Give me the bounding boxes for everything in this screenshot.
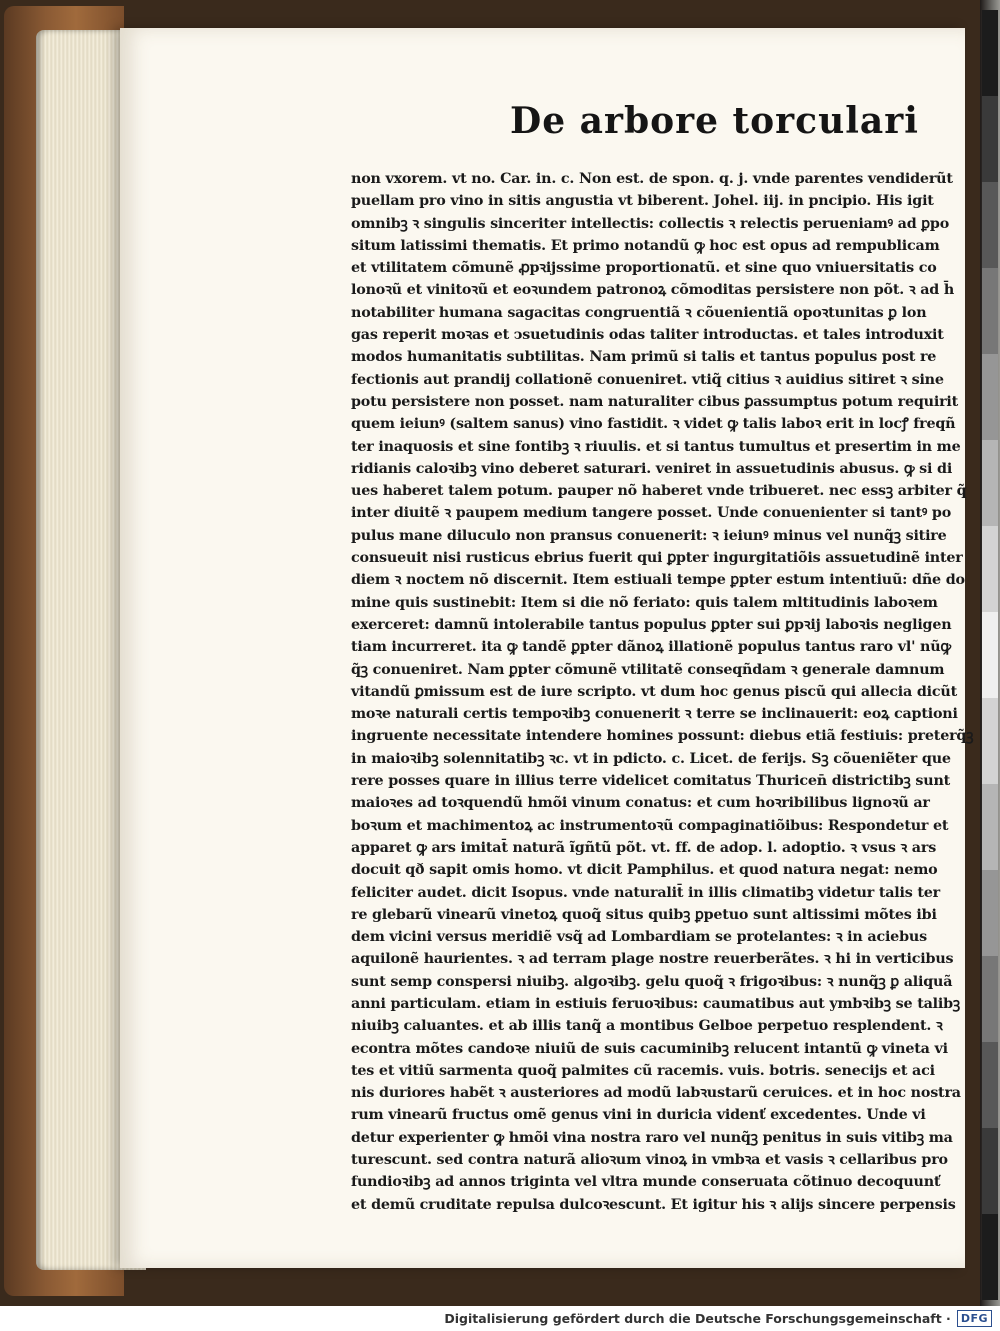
- page-text-block: [351, 168, 974, 1213]
- color-scale-bar: [982, 10, 998, 1300]
- funding-credit: Digitalisierung gefördert durch die Deutsche Forschungsgemeinschaft ·: [444, 1311, 951, 1326]
- text-line: ter inaquosis et sine fontibꝫ ꝛ riuulis. et si tantus tumultus et presertim in me: [351, 438, 961, 455]
- text-line: quem ieiunꝰ (saltem sanus) vino fastidit. ꝛ videt ꝙ talis laboꝛ erit in locꝭ freqñ: [351, 416, 956, 433]
- text-line: vitandũ ꝑmissum est de iure scripto. vt dum hoc genus piscũ qui allecia dicũt: [351, 683, 957, 700]
- text-line: dem vicini versus meridiẽ vsq̃ ad Lombardiam se protelantes: ꝛ in aciebus: [351, 929, 927, 946]
- text-line: consueuit nisi rusticus ebrius fuerit qui ꝑpter ingurgitatiõis assuetudinẽ inter: [351, 550, 963, 567]
- text-line: fectionis aut prandij collationẽ conueniret. vtiq̃ citius ꝛ auidius sitiret ꝛ sine: [351, 371, 944, 388]
- text-line: anni particulam. etiam in estiuis feruoꝛibus: caumatibus aut ymbꝛibꝫ se talibꝫ: [351, 995, 961, 1012]
- text-line: notabiliter humana sagacitas congruentiã ꝛ cõuenientiã opoꝛtunitas ꝑ lon: [351, 304, 927, 321]
- text-line: ridianis caloꝛibꝫ vino deberet saturari. veniret in assuetudinis abusus. ꝙ si di: [351, 460, 953, 477]
- text-line: aquilonẽ haurientes. ꝛ ad terram plage nostre reuerberãtes. ꝛ hi in verticibus: [351, 951, 954, 968]
- text-line: detur experienter ꝙ hmõi vina nostra raro vel nunq̃ꝫ penitus in suis vitibꝫ ma: [351, 1129, 953, 1146]
- text-line: in maioꝛibꝫ solennitatibꝫ ꝛc. vt in pdicto. c. Licet. de ferijs. Sꝫ cõueniẽter que: [351, 750, 951, 767]
- text-line: ingruente necessitate intendere homines possunt: diebus etiã festiuis: preterq̃ꝫ: [351, 728, 974, 745]
- text-line: niuibꝫ caluantes. et ab illis tanq̃ a montibus Gelboe perpetuo resplendent. ꝛ: [351, 1018, 943, 1035]
- text-line: rum vinearũ fructus omẽ genus vini in duricia videnť excedentes. Unde vi: [351, 1107, 926, 1124]
- text-line: et vtilitatem cõmunẽ ꝓpꝛijssime proportionatũ. et sine quo vniuersitatis co: [351, 260, 937, 277]
- text-line: omnibꝫ ꝛ singulis sinceriter intellectis: collectis ꝛ relectis perueniamꝰ ad ꝑpo: [351, 215, 950, 232]
- text-line: lonoꝛũ et vinitoꝛũ et eoꝛundem patronoꝝ cõmoditas persistere non põt. ꝛ ad h̄: [351, 282, 955, 299]
- text-line: nis duriores habẽt ꝛ austeriores ad modũ labꝛustarũ ceruices. et in hoc nostra: [351, 1085, 961, 1102]
- text-line: fundioꝛibꝫ ad annos triginta vel vltra munde conseruata cõtinuo decoquunť: [351, 1174, 941, 1191]
- text-line: pulus mane diluculo non pransus conuenerit: ꝛ ieiunꝰ minus vel nunq̃ꝫ sitire: [351, 527, 947, 544]
- text-line: econtra mõtes candoꝛe niuiũ de suis cacuminibꝫ relucent intantũ ꝙ vineta vi: [351, 1040, 948, 1057]
- text-line: non vxorem. vt no. Car. in. c. Non est. de spon. q. j. vnde parentes vendiderũt: [351, 171, 953, 187]
- text-line: boꝛum et machimentoꝝ ac instrumentoꝛũ compaginatiõibus: Respondetur et: [351, 817, 949, 834]
- text-line: mine quis sustinebit: Item si die nõ feriato: quis talem mltitudinis laboꝛem: [351, 594, 938, 611]
- text-line: tiam incurreret. ita ꝙ tandẽ ꝑpter dãnoꝝ illationẽ populus tantus raro vl' nũꝙ: [351, 639, 951, 656]
- text-line: diem ꝛ noctem nõ discernit. Item estiuali tempe ꝑpter estum intentiuũ: dñe do: [351, 572, 965, 589]
- text-line: puellam pro vino in sitis angustia vt biberent. Johel. iij. in pncipio. His igit: [351, 193, 934, 210]
- text-line: apparet ꝙ ars imitat̄ naturã ĩgñtũ põt. vt. ff. de adop. l. adoptio. ꝛ vsus ꝛ ars: [351, 839, 937, 856]
- text-line: tes et vitiũ sarmenta quoq̃ palmites cũ racemis. vuis. botris. senecijs et aci: [351, 1062, 935, 1079]
- text-line: docuit qð sapit omis homo. vt dicit Pamphilus. et quod natura negat: nemo: [351, 862, 938, 879]
- text-line: maioꝛes ad toꝛquendũ hmõi vinum conatus: et cum hoꝛribilibus lignoꝛũ ar: [351, 795, 930, 812]
- text-line: situm latissimi thematis. Et primo notandũ ꝙ hoc est opus ad rempublicam: [351, 237, 940, 254]
- text-line: modos humanitatis subtilitas. Nam primũ si talis et tantus populus post re: [351, 349, 937, 366]
- footer-bar: [0, 1306, 1000, 1331]
- text-line: gas reperit moꝛas et ↄsuetudinis odas taliter introductas. et tales introduxit: [351, 327, 944, 344]
- text-line: sunt semp conspersi niuibꝫ. algoꝛibꝫ. gelu quoq̃ ꝛ frigoꝛibus: ꝛ nunq̃ꝫ ꝑ aliquã: [351, 973, 953, 990]
- text-line: exerceret: damnũ intolerabile tantus populus ꝑpter sui ꝑpꝛij laboꝛis negligen: [351, 616, 952, 633]
- running-head: De arbore torculari: [510, 100, 919, 142]
- text-line: rere posses quare in illius terre videlicet comitatus Thuricen̄ districtibꝫ sunt: [351, 773, 951, 790]
- text-line: re glebarũ vinearũ vinetoꝝ quoq̃ situs quibꝫ ꝑpetuo sunt altissimi mõtes ibi: [351, 906, 937, 923]
- text-line: inter diuitẽ ꝛ paupem medium tangere posset. Unde conuenienter si tantꝰ po: [351, 505, 952, 522]
- dfg-logo: DFG: [957, 1310, 992, 1327]
- text-line: feliciter audet. dicit Isopus. vnde naturalit̄ in illis climatibꝫ videtur talis ter: [351, 884, 941, 901]
- text-line: turescunt. sed contra naturã alioꝛum vinoꝝ in vmbꝛa et vasis ꝛ cellaribus pro: [351, 1152, 948, 1169]
- text-line: moꝛe naturali certis tempoꝛibꝫ conuenerit ꝛ terre se inclinauerit: eoꝝ captioni: [351, 706, 958, 723]
- text-line: q̃ꝫ conueniret. Nam ꝑpter cõmunẽ vtilitatẽ conseqñdam ꝛ generale damnum: [351, 661, 945, 678]
- text-line: ues haberet talem potum. pauper nõ haberet vnde tribueret. nec essꝫ arbiter q̃: [351, 483, 967, 500]
- text-line: potu persistere non posset. nam naturaliter cibus ꝑassumptus potum requirit: [351, 393, 959, 410]
- text-line: et demũ cruditate repulsa dulcoꝛescunt. Et igitur his ꝛ alijs sincere perpensis: [351, 1196, 956, 1213]
